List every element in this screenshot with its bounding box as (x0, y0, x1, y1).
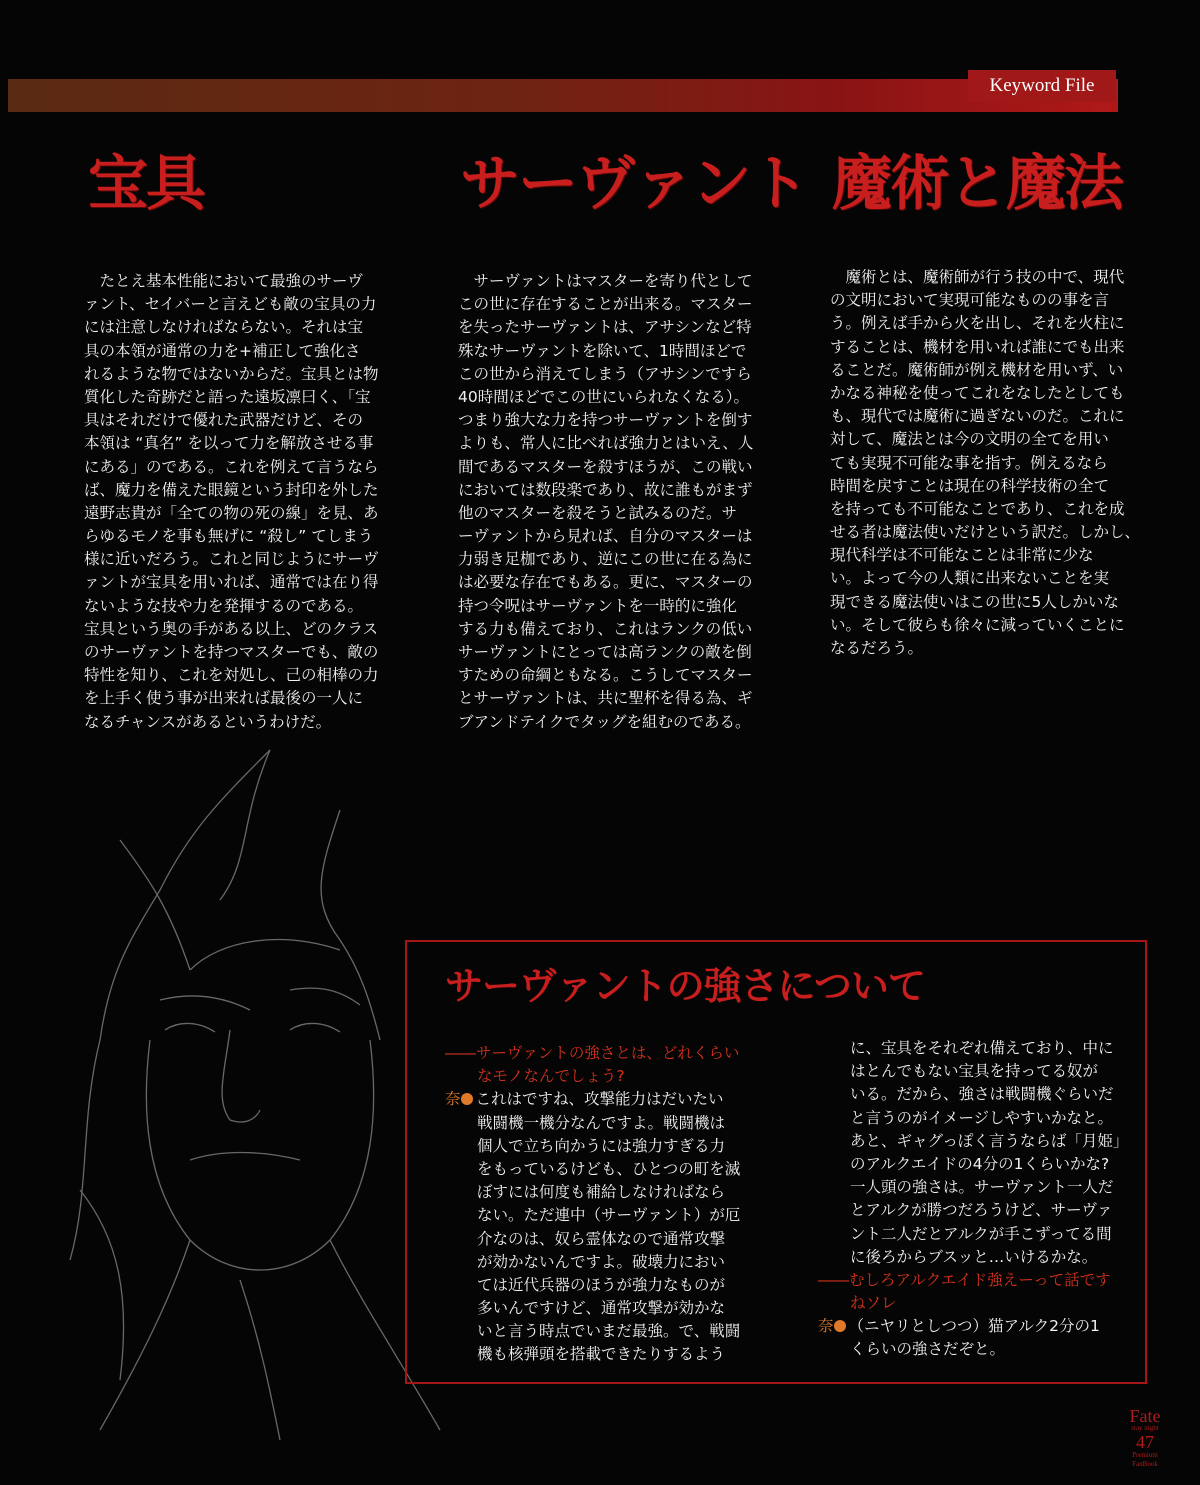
body-text-line: を持っても不可能なことであり、これを成 (830, 499, 1125, 518)
answer-text-line: くらいの強さだぞと。 (850, 1340, 1006, 1359)
fate-logo: Fate (1129, 1406, 1161, 1426)
section-title-noble-phantasm: 宝具 (88, 149, 204, 219)
body-text-line: を上手く使う事が出来れば最後の一人に (84, 689, 364, 708)
body-text-line: を失ったサーヴァントは、アサシンなど特 (458, 318, 752, 337)
page-number: 47 (1136, 1432, 1154, 1452)
answer-text-line: とアルクが勝つだろうけど、サーヴァ (850, 1201, 1113, 1220)
answer-line (445, 1088, 740, 1111)
section-title-servant: サーヴァント (460, 149, 808, 219)
answer-line (818, 1315, 1128, 1338)
section-body-servant (458, 270, 753, 734)
interview-right-column (818, 1037, 1128, 1362)
answer-text-line: 介なのは、奴ら霊体なので通常攻撃 (477, 1229, 726, 1248)
body-text-line: い。よって今の人類に出来ないことを実 (830, 569, 1110, 588)
body-text-line: せる者は魔法使いだけという訳だ。しかし、 (830, 523, 1141, 542)
body-text-line: ーヴァントから見れば、自分のマスターは (458, 527, 753, 546)
answer-text: （ニヤリとしつつ）猫アルク2分の1 (848, 1317, 1100, 1336)
body-text-line: サーヴァントにとっては高ランクの敵を倒 (458, 643, 752, 661)
book-name-1: Premium (1132, 1451, 1158, 1459)
character-sketch-illustration (40, 740, 460, 1440)
body-text-line: う。例えば手から火を出し、それを火柱に (830, 314, 1125, 333)
body-text-line: かなる神秘を使ってこれをなしたとしても (830, 383, 1125, 402)
body-text-line: においては数段楽であり、故に誰もがまず (458, 480, 753, 499)
question-text: ねソレ (850, 1294, 897, 1313)
body-text-line: よりも、常人に比べれば強力とはいえ、人 (458, 434, 754, 453)
question-text: なモノなんでしょう? (477, 1067, 625, 1086)
body-text-line: も、現代では魔術に過ぎないのだ。これに (830, 407, 1125, 426)
answer-text-line: に後ろからブスッと…いけるかな。 (850, 1247, 1098, 1266)
answer-text-line: が効かないんですよ。破壊力におい (477, 1252, 726, 1271)
body-text-line: 特性を知り、これを対処し、己の相棒の力 (84, 666, 379, 685)
answer-text-line: 個人で立ち向かうには強力すぎる力 (477, 1136, 726, 1155)
speaker-dot-icon (461, 1093, 473, 1105)
section-body-magecraft (830, 266, 1140, 660)
body-text-line: 本領は “真名” を以って力を解放させる事 (84, 434, 374, 453)
interviewer-question-line (445, 1065, 740, 1088)
body-text-line: ても実現不可能な事を指す。例えるなら (830, 453, 1108, 472)
body-text-line: 持つ令呪はサーヴァントを一時的に強化 (458, 596, 737, 615)
body-text-line: 殊なサーヴァントを除いて、1時間ほどで (458, 341, 747, 360)
book-name-2: FanBook (1132, 1460, 1158, 1468)
body-text-line: ないような技や力を発揮するのである。 (84, 596, 364, 615)
body-text-line: 対して、魔法とは今の文明の全てを用い (830, 430, 1109, 449)
answer-text-line: 多いんですけど、通常攻撃が効かな (477, 1299, 726, 1318)
body-text-line: ることだ。魔術師が例え機材を用いず、い (830, 360, 1124, 379)
body-text-line: なるチャンスがあるというわけだ。 (84, 712, 332, 731)
body-text-line: とサーヴァントは、共に聖杯を得る為、ギ (458, 689, 753, 708)
interviewer-question-line (818, 1269, 1128, 1292)
page-footer (1115, 1408, 1175, 1469)
body-text-line: のサーヴァントを持つマスターでも、敵の (84, 643, 379, 661)
body-text-line: 他のマスターを殺そうと試みるのだ。サ (458, 503, 738, 522)
body-text-line: する力も備えており、これはランクの低い (458, 619, 753, 638)
keyword-file-label: Keyword File (968, 70, 1116, 102)
body-text-line: れるような物ではないからだ。宝具とは物 (84, 364, 379, 383)
body-text-line: 間であるマスターを殺すほうが、この戦い (458, 457, 753, 476)
body-text-line: 様に近いだろう。これと同じようにサーヴ (84, 550, 379, 569)
answer-text-line: ては近代兵器のほうが強力なものが (477, 1275, 726, 1294)
body-text-line: つまり強大な力を持つサーヴァントを倒す (458, 411, 753, 430)
answer-text-line: に、宝具をそれぞれ備えており、中に (850, 1039, 1114, 1057)
body-text-line: にある」のである。これを例えて言うなら (84, 457, 379, 476)
body-text-line: らゆるモノを事も無げに “殺し” てしまう (84, 527, 374, 546)
body-text-line: 具はそれだけで優れた武器だけど、その (84, 411, 364, 430)
fate-logo-sub: stay night (1131, 1424, 1159, 1432)
answer-text-line: をもっているけども、ひとつの町を滅 (477, 1159, 741, 1178)
answer-text-line: あと、ギャグっぽく言うならば「月姫」 (850, 1131, 1129, 1150)
body-text-line: この世に存在することが出来る。マスター (458, 295, 753, 314)
body-text-line: 時間を戻すことは現在の科学技術の全て (830, 476, 1110, 495)
answer-text-line: ント二人だとアルクが手こずってる間 (850, 1224, 1112, 1243)
section-title-magecraft: 魔術と魔法 (832, 149, 1122, 219)
answer-text-line: いる。だから、強さは戦闘機ぐらいだ (850, 1085, 1114, 1104)
answer-text-line: と言うのがイメージしやすいかなと。 (850, 1108, 1114, 1127)
answer-text-line: ない。ただ連中（サーヴァント）が厄 (477, 1206, 741, 1225)
body-text-line: 現代科学は不可能なことは非常に少な (830, 546, 1094, 565)
body-text-line: すための命綱ともなる。こうしてマスター (458, 666, 753, 685)
body-text-line: サーヴァントはマスターを寄り代として (458, 272, 753, 290)
interview-left-column (445, 1042, 740, 1367)
answer-text-line: 機も核弾頭を搭載できたりするよう (477, 1345, 726, 1364)
question-text: ――サーヴァントの強さとは、どれくらい (445, 1044, 740, 1062)
answer-text-line: のアルクエイドの4分の1くらいかな? (850, 1154, 1110, 1173)
body-text-line: なるだろう。 (830, 639, 924, 657)
speaker-label: 奈 (818, 1317, 834, 1336)
answer-text-line: 一人頭の強さは。サーヴァント一人だ (850, 1178, 1114, 1197)
body-text-line: ば、魔力を備えた眼鏡という封印を外した (84, 480, 379, 499)
answer-text: これはですね、攻撃能力はだいたい (475, 1090, 724, 1109)
body-text-line: 40時間ほどでこの世にいられなくなる）。 (458, 387, 749, 406)
body-text-line: 魔術とは、魔術師が行う技の中で、現代 (830, 268, 1125, 286)
interview-title: サーヴァントの強さについて (445, 963, 925, 1008)
answer-text-line: 戦闘機一機分なんですよ。戦闘機は (477, 1113, 726, 1132)
body-text-line: は必要な存在でもある。更に、マスターの (458, 573, 753, 592)
question-text: ――むしろアルクエイド強えーって話です (818, 1270, 1111, 1289)
body-text-line: 宝具という奥の手がある以上、どのクラス (84, 619, 379, 638)
body-text-line: たとえ基本性能において最強のサーヴ (84, 272, 364, 290)
body-text-line: の文明において実現可能なものの事を言 (830, 291, 1110, 310)
speaker-label: 奈 (445, 1090, 461, 1109)
header-bar (8, 79, 1118, 112)
body-text-line: ァント、セイバーと言えども敵の宝具の力 (84, 295, 377, 314)
body-text-line: この世から消えてしまう（アサシンですら (458, 364, 752, 383)
speaker-dot-icon (834, 1320, 846, 1332)
body-text-line: 現できる魔法使いはこの世に5人しかいな (830, 592, 1119, 611)
body-text-line: 遠野志貴が「全ての物の死の線」を見、あ (84, 503, 379, 522)
body-text-line: 質化した奇跡だと語った遠坂凛曰く、「宝 (84, 387, 371, 406)
interviewer-question-line (445, 1042, 740, 1065)
answer-text-line: はとんでもない宝具を持ってる奴が (850, 1062, 1099, 1081)
interviewer-question-line (818, 1292, 1128, 1315)
body-text-line: 力弱き足枷であり、逆にこの世に在る為に (458, 550, 753, 569)
body-text-line: い。そして彼らも徐々に減っていくことに (830, 615, 1125, 634)
body-text-line: ァントが宝具を用いれば、通常では在り得 (84, 573, 379, 592)
answer-text-line: いと言う時点でいまだ最強。で、戦闘 (477, 1322, 741, 1341)
body-text-line: ブアンドテイクでタッグを組むのである。 (458, 712, 751, 731)
section-body-noble-phantasm (84, 270, 379, 734)
body-text-line: には注意しなければならない。それは宝 (84, 318, 364, 337)
body-text-line: することは、機材を用いれば誰にでも出来 (830, 337, 1125, 356)
answer-text-line: ぼすには何度も補給しなければなら (477, 1183, 726, 1202)
body-text-line: 具の本領が通常の力を+補正して強化さ (84, 341, 361, 360)
